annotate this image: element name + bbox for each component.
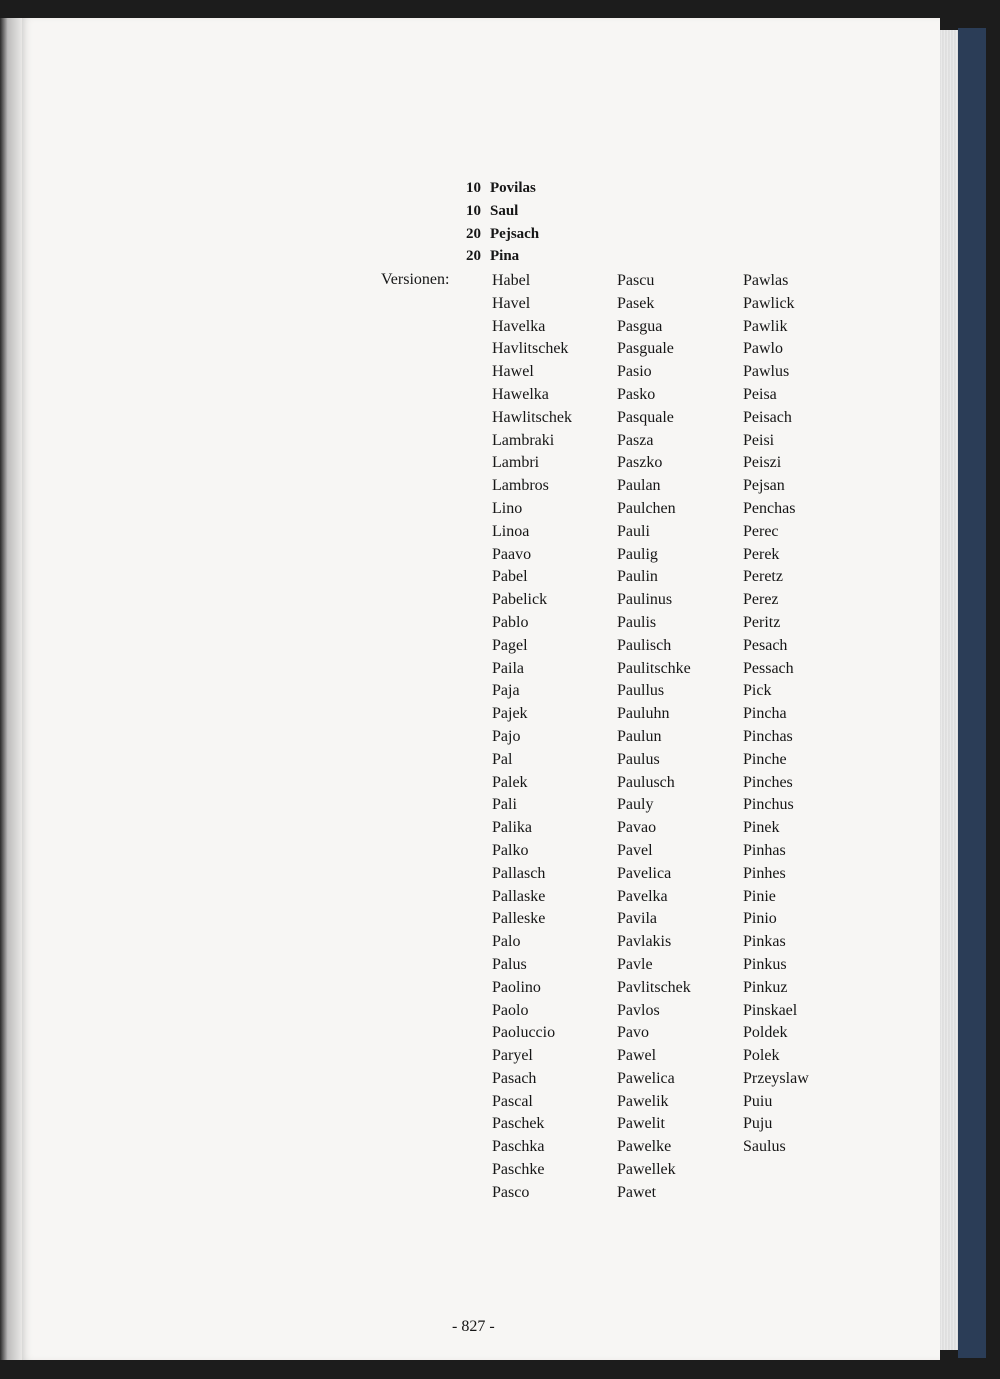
name-entry: Paryel: [492, 1047, 533, 1065]
name-entry: Pavelka: [617, 887, 668, 905]
name-entry: Pinkus: [743, 955, 787, 973]
name-entry: Przeyslaw: [743, 1069, 809, 1087]
name-entry: Puiu: [743, 1092, 773, 1110]
name-entry: Paulan: [617, 477, 661, 495]
name-entry: Pabel: [492, 568, 528, 586]
name-entry: Puju: [743, 1115, 773, 1133]
name-entry: Paoluccio: [492, 1024, 556, 1042]
name-entry: Paulun: [617, 727, 662, 745]
name-entry: Pinchas: [743, 727, 793, 745]
name-entry: Pincha: [743, 705, 787, 723]
header-name: Pejsach: [490, 226, 540, 242]
header-name: Povilas: [490, 180, 536, 196]
name-entry: Pawelica: [617, 1069, 675, 1087]
name-entry: Pawlo: [743, 340, 783, 358]
name-entry: Palus: [492, 955, 527, 973]
name-entry: Pavlos: [617, 1001, 660, 1019]
name-entry: Habel: [492, 272, 531, 289]
name-entry: Paulusch: [617, 773, 675, 791]
name-entry: Paschka: [492, 1138, 545, 1156]
name-entry: Poldek: [743, 1024, 788, 1042]
name-column-2: [617, 270, 691, 1205]
name-entry: Paavo: [492, 545, 532, 563]
name-entry: Polek: [743, 1047, 780, 1065]
name-entry: Peritz: [743, 613, 781, 631]
name-entry: Paolo: [492, 1001, 529, 1019]
header-count: 20: [466, 248, 481, 264]
versions-label: Versionen:: [381, 271, 450, 288]
name-entry: Pauly: [617, 796, 654, 814]
name-entry: Pasach: [492, 1069, 537, 1087]
name-entry: Paullus: [617, 682, 665, 700]
name-entry: Paulitschke: [617, 659, 691, 677]
name-entry: Hawel: [492, 363, 534, 381]
name-entry: Paschke: [492, 1161, 545, 1179]
name-column-3: [743, 270, 809, 1159]
name-entry: Pawlus: [743, 363, 790, 381]
name-entry: Pajek: [492, 705, 528, 723]
name-entry: Pasza: [617, 431, 654, 449]
name-entry: Pinkas: [743, 933, 786, 951]
name-entry: Pavlitschek: [617, 978, 691, 996]
header-count: 10: [466, 180, 481, 196]
name-entry: Peisach: [743, 408, 792, 426]
name-entry: Pinio: [743, 910, 777, 928]
name-entry: Penchas: [743, 499, 796, 517]
name-entry: Pawlik: [743, 317, 788, 335]
name-entry: Pawlas: [743, 272, 789, 289]
name-entry: Pavlakis: [617, 933, 672, 951]
name-entry: Peretz: [743, 568, 783, 586]
name-entry: Peisa: [743, 385, 777, 403]
header-name: Saul: [490, 203, 519, 219]
name-entry: Pavelica: [617, 864, 672, 882]
name-entry: Pick: [743, 682, 772, 700]
name-entry: Pinkuz: [743, 978, 788, 996]
name-entry: Palo: [492, 933, 521, 951]
name-entry: Perek: [743, 545, 780, 563]
name-entry: Pawet: [617, 1183, 657, 1201]
name-entry: Paila: [492, 659, 524, 677]
name-entry: Linoa: [492, 522, 530, 540]
name-entry: Pinchus: [743, 796, 794, 814]
name-entry: Pinhes: [743, 864, 786, 882]
name-entry: Pasek: [617, 294, 655, 312]
name-entry: Pallasch: [492, 864, 546, 882]
name-entry: Havelka: [492, 317, 546, 335]
name-entry: Pal: [492, 750, 513, 768]
name-entry: Paulis: [617, 613, 657, 631]
name-entry: Pavel: [617, 841, 653, 859]
name-entry: Pasco: [492, 1183, 530, 1201]
name-entry: Paszko: [617, 454, 663, 472]
name-entry: Pasio: [617, 363, 652, 381]
name-entry: Pauli: [617, 522, 650, 540]
book-gutter: [0, 18, 22, 1360]
name-entry: Paja: [492, 682, 520, 700]
name-entry: Hawlitschek: [492, 408, 572, 426]
name-entry: Pinches: [743, 773, 793, 791]
name-entry: Pali: [492, 796, 517, 814]
name-entry: Palika: [492, 819, 532, 837]
name-entry: Pinche: [743, 750, 787, 768]
name-entry: Pauluhn: [617, 705, 670, 723]
name-entry: Hawelka: [492, 385, 549, 403]
name-entry: Pagel: [492, 636, 528, 654]
name-entry: Saulus: [743, 1138, 786, 1156]
header-name: Pina: [490, 248, 520, 264]
page-stack-edge: [940, 30, 958, 1350]
name-entry: Pajo: [492, 727, 521, 745]
name-entry: Paulus: [617, 750, 660, 768]
name-entry: Pawelit: [617, 1115, 665, 1133]
name-entry: Lambros: [492, 477, 549, 495]
name-entry: Pabelick: [492, 591, 548, 609]
name-entry: Pawlick: [743, 294, 795, 312]
name-entry: Pavila: [617, 910, 657, 928]
name-entry: Paulisch: [617, 636, 672, 654]
name-entry: Pejsan: [743, 477, 785, 495]
name-entry: Havlitschek: [492, 340, 569, 358]
name-entry: Pallaske: [492, 887, 546, 905]
name-entry: Perec: [743, 522, 779, 540]
name-entry: Pawelik: [617, 1092, 669, 1110]
name-entry: Lambraki: [492, 431, 555, 449]
name-column-1: [492, 270, 572, 1205]
name-entry: Pinskael: [743, 1001, 798, 1019]
name-entry: Pawel: [617, 1047, 657, 1065]
name-entry: Pascal: [492, 1092, 533, 1110]
name-entry: Pinie: [743, 887, 776, 905]
name-entry: Paulchen: [617, 499, 676, 517]
name-entry: Pavle: [617, 955, 653, 973]
header-count: 20: [466, 226, 481, 242]
name-entry: Palek: [492, 773, 528, 791]
book-cover-edge: [958, 28, 986, 1358]
header-count: 10: [466, 203, 481, 219]
name-entry: Pawellek: [617, 1161, 676, 1179]
page-number: - 827 -: [452, 1318, 495, 1335]
name-entry: Pavao: [617, 819, 657, 837]
name-entry: Havel: [492, 294, 531, 312]
name-entry: Pesach: [743, 636, 788, 654]
name-entry: Paulig: [617, 545, 658, 563]
name-entry: Pasko: [617, 385, 656, 403]
name-entry: Paulin: [617, 568, 658, 586]
name-entry: Lino: [492, 499, 523, 517]
name-entry: Pascu: [617, 272, 655, 289]
name-entry: Peiszi: [743, 454, 782, 472]
name-entry: Pessach: [743, 659, 794, 677]
name-entry: Pavo: [617, 1024, 649, 1042]
name-entry: Palleske: [492, 910, 546, 928]
name-entry: Pinhas: [743, 841, 786, 859]
name-entry: Pinek: [743, 819, 780, 837]
name-entry: Pasgua: [617, 317, 663, 335]
name-entry: Pasguale: [617, 340, 674, 358]
name-entry: Pawelke: [617, 1138, 672, 1156]
name-entry: Lambri: [492, 454, 540, 472]
name-entry: Peisi: [743, 431, 775, 449]
name-entry: Pablo: [492, 613, 529, 631]
name-entry: Pasquale: [617, 408, 674, 426]
name-entry: Paschek: [492, 1115, 545, 1133]
name-entry: Palko: [492, 841, 529, 859]
name-entry: Paulinus: [617, 591, 673, 609]
name-entry: Paolino: [492, 978, 541, 996]
name-entry: Perez: [743, 591, 779, 609]
